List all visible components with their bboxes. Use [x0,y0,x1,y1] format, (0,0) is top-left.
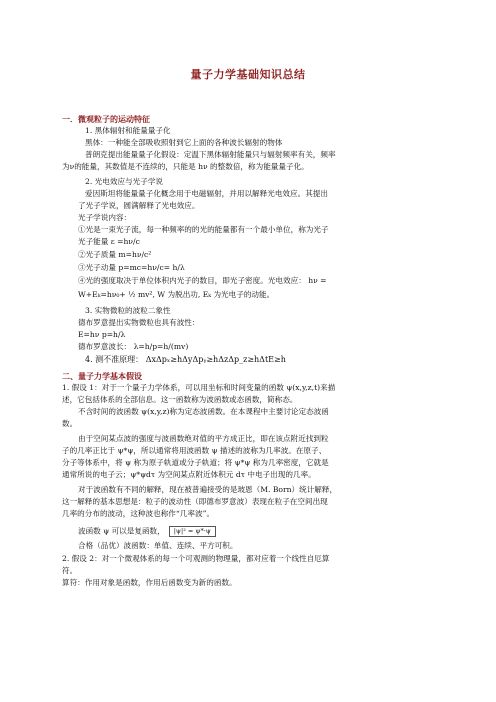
stationary-wavefunction-line1: 不含时间的波函数 ψ(x,y,z)称为定态波函数。在本课程中主要讨论定态波函 [78,407,329,416]
operator-definition: 算符：作用对象是函数，作用后函数变为新的函数。 [62,578,237,587]
modulus-formula: |ψ|² = ψ*·ψ [169,526,216,537]
photon-theory-label: 光子学说内容： [78,213,132,222]
postulate-1-line1: 1. 假设 1：对于一个量子力学体系，可以用坐标和时间变量的函数 ψ(x,y,z,t)来描 [62,383,336,392]
section-2-heading: 二、量子力学基本假设 [62,371,142,381]
de-broglie-relations: E=hν p=h/λ [78,330,126,339]
complex-wavefunction-line [78,526,216,537]
probability-paragraph-line3: 分子等体系中，将 ψ 称为原子轨道或分子轨道；将 ψ*ψ 称为几率密度，它就是 [62,458,329,467]
postulate-2-line2: 符。 [62,566,78,575]
photon-point-2: ②光子质量 m=hν/c² [78,250,152,259]
planck-paragraph-line1: 普朗克提出能量量子化假设：定温下黑体辐射能量只与辐射频率有关，频率 [85,150,336,159]
document-title: 量子力学基础知识总结 [190,68,306,81]
uncertainty-principle: 4. 测不准原理： ΔxΔpₓ≥hΔyΔpᵧ≥hΔzΔp_z≥hΔtE≥h [85,355,286,364]
photon-point-3: ③光子动量 p=mc=hν/c= h/λ [78,263,185,272]
complex-wavefunction-text: 波函数 ψ 可以是复函数， [78,526,165,536]
section-1-heading: 一．微观粒子的运动特征 [62,114,150,124]
probability-paragraph-line4: 通常所说的电子云；ψ*ψdτ 为空间某点附近体积元 dτ 中电子出现的几率。 [62,470,316,479]
photon-point-1-line2: 光子能量 ε =hν/c [78,237,140,246]
subsection-3-title: 3. 实物微粒的波粒二象性 [85,306,171,315]
einstein-paragraph-line1: 爱因斯坦将能量量子化概念用于电磁辐射，并用以解释光电效应。其提出 [85,189,328,198]
photon-point-4-line2: W+Eₖ=hν₀+ ½ mv², W 为脱出功, Eₖ 为光电子的动能。 [78,290,275,299]
subsection-2-title: 2. 光电效应与光子学说 [85,177,164,186]
subsection-1-title: 1. 黑体辐射和能量量子化 [85,126,171,135]
postulate-1-line2: 述，它包括体系的全部信息。这一函数称为波函数或态函数，简称态。 [62,395,298,404]
photon-point-4-line1: ④光的强度取决于单位体积内光子的数目，即光子密度。光电效应： hν = [78,276,327,285]
born-paragraph-line3: 几率的分布的波动，这种波也称作“几率波”。 [62,509,215,518]
born-paragraph-line2: 这一解释的基本思想是：粒子的波动性（即德布罗意波）表现在粒子在空间出现 [62,497,328,506]
blackbody-definition: 黑体：一种能全部吸收照射到它上面的各种波长辐射的物体 [85,138,283,147]
well-behaved-wavefunction: 合格（品优）波函数：单值、连续、平方可积。 [78,541,238,550]
born-paragraph-line1: 对于波函数有不同的解释，现在被普遍接受的是玻恩（M. Born）统计解释， [78,485,338,494]
probability-paragraph-line2: 子的几率正比于 ψ*ψ，所以通常将用波函数 ψ 描述的波称为几率波。在原子、 [62,446,327,455]
planck-paragraph-line2: 为ν的能量，其数值是不连续的，只能是 hν 的整数倍，称为能量量子化。 [62,162,309,171]
de-broglie-wavelength: 德布罗意波长： λ=h/p=h/(mv) [78,342,189,351]
probability-paragraph-line1: 由于空间某点波的强度与波函数绝对值的平方成正比，即在该点附近找到粒 [78,434,329,443]
stationary-wavefunction-line2: 数。 [62,419,78,428]
postulate-2-line1: 2. 假设 2：对一个微观体系的每一个可观测的物理量，都对应着一个线性自厄算 [62,554,330,563]
photon-point-1-line1: ①光是一束光子流，每一种频率的的光的能量都有一个最小单位，称为光子 [78,225,329,234]
de-broglie-intro: 德布罗意提出实物微粒也具有波性： [78,318,200,327]
einstein-paragraph-line2: 了光子学说，圆满解释了光电效应。 [78,201,200,210]
